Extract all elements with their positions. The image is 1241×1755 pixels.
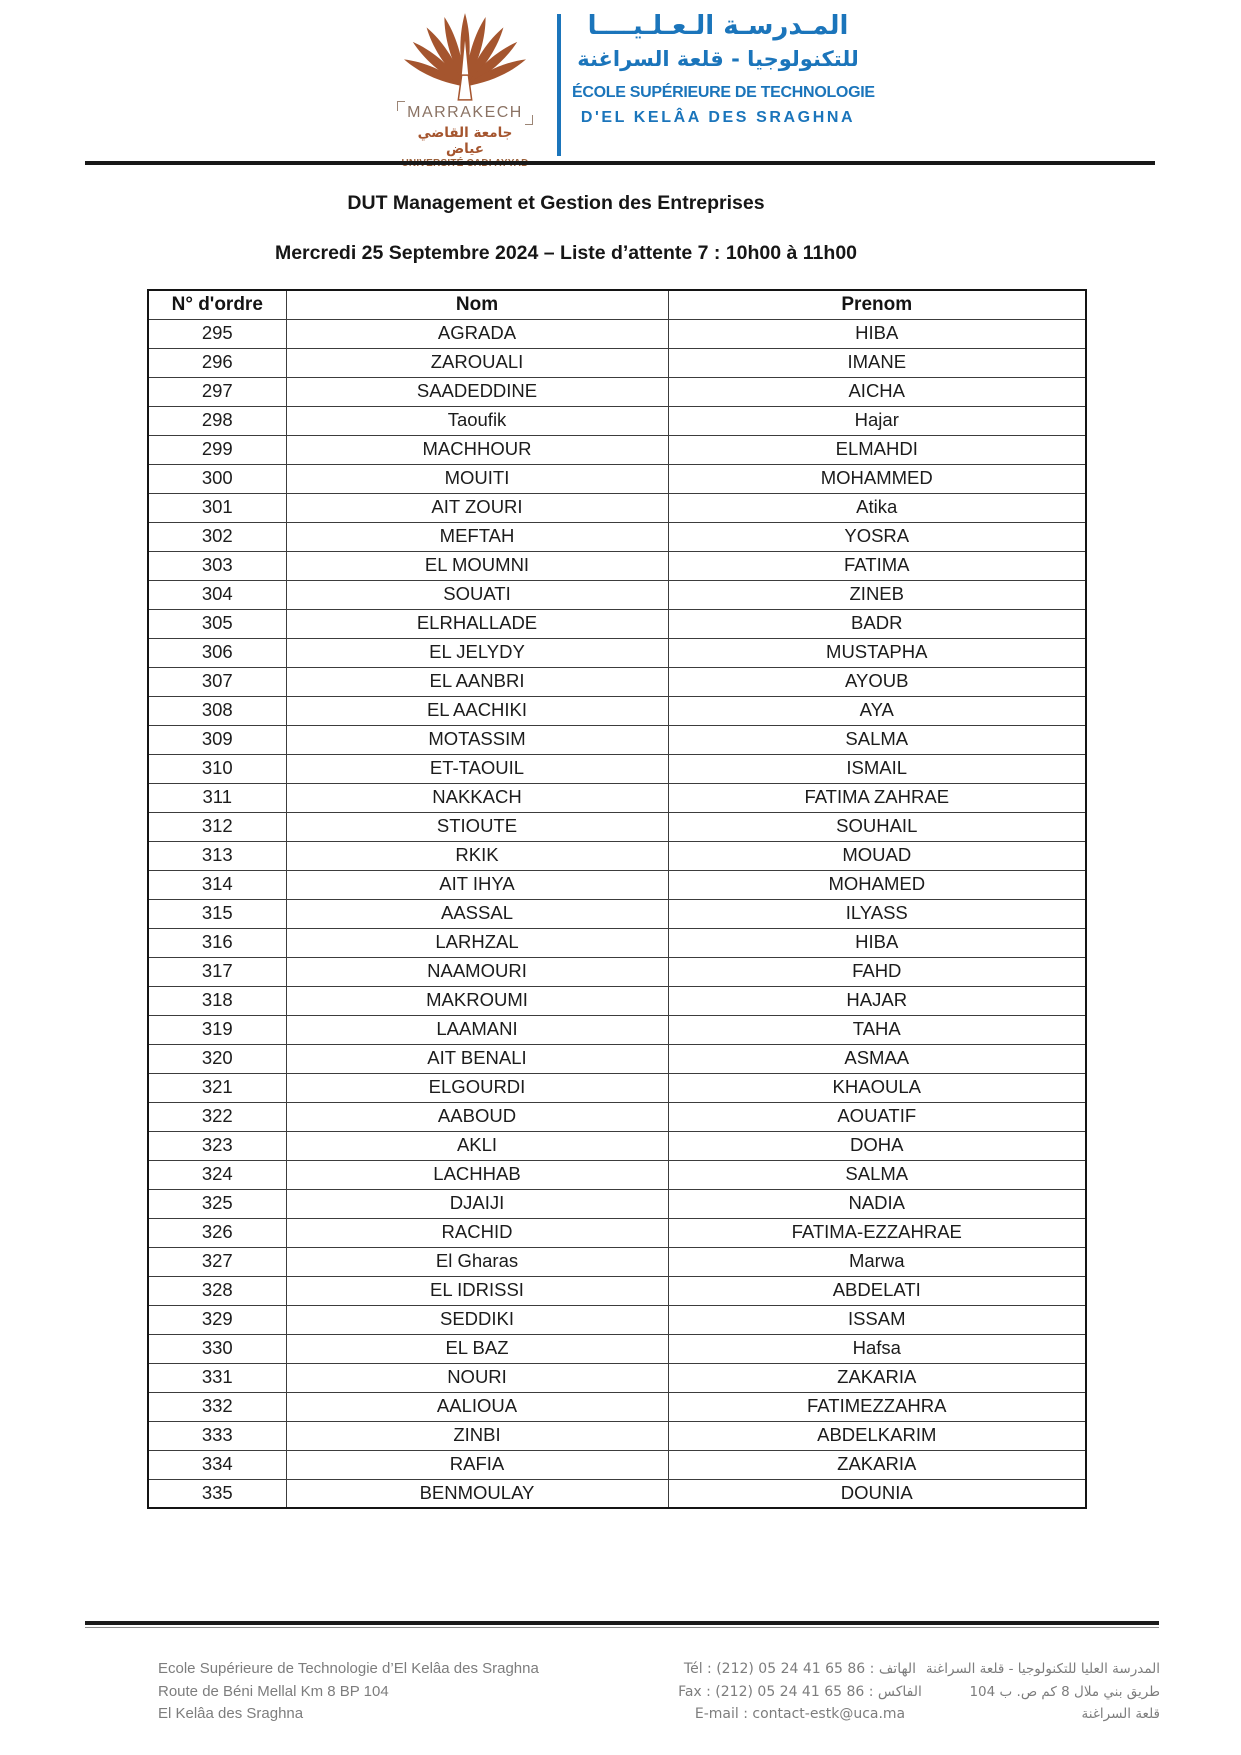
footer-rule-thin: [85, 1627, 1159, 1628]
table-cell: 326: [148, 1218, 286, 1247]
table-cell: AOUATIF: [668, 1102, 1086, 1131]
palm-tree-logo-icon: [403, 8, 527, 104]
table-cell: SOUATI: [286, 580, 668, 609]
footer-street: Route de Béni Mellal Km 8 BP 104: [158, 1682, 389, 1700]
table-cell: 324: [148, 1160, 286, 1189]
table-cell: BENMOULAY: [286, 1479, 668, 1508]
table-cell: AABOUD: [286, 1102, 668, 1131]
table-cell: 308: [148, 696, 286, 725]
table-cell: HIBA: [668, 928, 1086, 957]
table-cell: LAAMANI: [286, 1015, 668, 1044]
table-cell: NOURI: [286, 1363, 668, 1392]
table-cell: 304: [148, 580, 286, 609]
table-cell: STIOUTE: [286, 812, 668, 841]
table-cell: ISSAM: [668, 1305, 1086, 1334]
table-cell: 301: [148, 493, 286, 522]
table-cell: AALIOUA: [286, 1392, 668, 1421]
table-cell: 309: [148, 725, 286, 754]
table-cell: NAAMOURI: [286, 957, 668, 986]
table-row: [148, 1073, 1086, 1102]
table-cell: ZAROUALI: [286, 348, 668, 377]
table-cell: FATIMA: [668, 551, 1086, 580]
table-cell: 302: [148, 522, 286, 551]
table-row: [148, 1247, 1086, 1276]
table-cell: FATIMA-EZZAHRAE: [668, 1218, 1086, 1247]
table-row: [148, 1421, 1086, 1450]
table-cell: Taoufik: [286, 406, 668, 435]
table-cell: EL BAZ: [286, 1334, 668, 1363]
table-cell: 305: [148, 609, 286, 638]
table-cell: 332: [148, 1392, 286, 1421]
column-header-ordre: N° d'ordre: [148, 290, 286, 319]
table-cell: 307: [148, 667, 286, 696]
table-cell: 319: [148, 1015, 286, 1044]
table-cell: 331: [148, 1363, 286, 1392]
table-row: [148, 725, 1086, 754]
logo-city-label: MARRAKECH: [401, 104, 529, 122]
table-row: [148, 493, 1086, 522]
table-cell: 323: [148, 1131, 286, 1160]
table-cell: 321: [148, 1073, 286, 1102]
table-cell: ZAKARIA: [668, 1363, 1086, 1392]
table-cell: EL IDRISSI: [286, 1276, 668, 1305]
table-cell: 311: [148, 783, 286, 812]
table-cell: El Gharas: [286, 1247, 668, 1276]
table-cell: MOTASSIM: [286, 725, 668, 754]
table-cell: 298: [148, 406, 286, 435]
table-cell: SEDDIKI: [286, 1305, 668, 1334]
table-row: [148, 1218, 1086, 1247]
table-row: [148, 957, 1086, 986]
table-cell: EL AANBRI: [286, 667, 668, 696]
table-row: [148, 551, 1086, 580]
school-name-arabic-line2: للتكنولوجيا - قلعة السراغنة: [577, 46, 859, 71]
table-row: [148, 899, 1086, 928]
table-row: [148, 522, 1086, 551]
university-logo: [398, 8, 532, 169]
table-cell: ASMAA: [668, 1044, 1086, 1073]
table-cell: AASSAL: [286, 899, 668, 928]
table-row: [148, 841, 1086, 870]
table-cell: TAHA: [668, 1015, 1086, 1044]
document-title: DUT Management et Gestion des Entreprises: [347, 192, 765, 214]
table-cell: Hafsa: [668, 1334, 1086, 1363]
table-cell: ZINEB: [668, 580, 1086, 609]
table-cell: FATIMEZZAHRA: [668, 1392, 1086, 1421]
table-cell: NAKKACH: [286, 783, 668, 812]
table-cell: 295: [148, 319, 286, 348]
footer-rule-thick: [85, 1621, 1159, 1625]
table-cell: MEFTAH: [286, 522, 668, 551]
school-name-arabic-line1: المـدرسـة الـعـلـيــــا: [587, 11, 849, 41]
table-cell: 329: [148, 1305, 286, 1334]
table-row: [148, 1044, 1086, 1073]
table-cell: ELRHALLADE: [286, 609, 668, 638]
table-cell: LACHHAB: [286, 1160, 668, 1189]
table-cell: ILYASS: [668, 899, 1086, 928]
table-row: [148, 1392, 1086, 1421]
table-cell: 317: [148, 957, 286, 986]
table-cell: ELGOURDI: [286, 1073, 668, 1102]
table-cell: 322: [148, 1102, 286, 1131]
table-row: [148, 1189, 1086, 1218]
table-cell: ZAKARIA: [668, 1450, 1086, 1479]
table-cell: 315: [148, 899, 286, 928]
table-cell: HAJAR: [668, 986, 1086, 1015]
footer-address-arabic-block: [868, 1658, 1160, 1726]
table-cell: ET-TAOUIL: [286, 754, 668, 783]
table-cell: ABDELKARIM: [668, 1421, 1086, 1450]
table-row: [148, 1305, 1086, 1334]
table-cell: 297: [148, 377, 286, 406]
column-header-prenom: Prenom: [668, 290, 1086, 319]
table-cell: AYOUB: [668, 667, 1086, 696]
table-body: [148, 319, 1086, 1508]
table-cell: AYA: [668, 696, 1086, 725]
school-name-french-line1: ÉCOLE SUPÉRIEURE DE TECHNOLOGIE: [572, 83, 875, 101]
table-cell: SALMA: [668, 725, 1086, 754]
table-cell: 327: [148, 1247, 286, 1276]
table-row: [148, 1160, 1086, 1189]
table-cell: FAHD: [668, 957, 1086, 986]
table-cell: AKLI: [286, 1131, 668, 1160]
table-cell: 306: [148, 638, 286, 667]
table-cell: 296: [148, 348, 286, 377]
table-row: [148, 580, 1086, 609]
table-cell: ZINBI: [286, 1421, 668, 1450]
table-row: [148, 1334, 1086, 1363]
school-name-french-line2: D'EL KELÂA DES SRAGHNA: [580, 108, 856, 126]
table-row: [148, 1363, 1086, 1392]
table-cell: 303: [148, 551, 286, 580]
table-cell: 312: [148, 812, 286, 841]
table-row: [148, 406, 1086, 435]
table-cell: 320: [148, 1044, 286, 1073]
table-cell: 334: [148, 1450, 286, 1479]
table-row: [148, 1479, 1086, 1508]
table-cell: 328: [148, 1276, 286, 1305]
table-cell: 299: [148, 435, 286, 464]
table-cell: FATIMA ZAHRAE: [668, 783, 1086, 812]
table-cell: SAADEDDINE: [286, 377, 668, 406]
footer-email: E-mail : contact-estk@uca.ma: [694, 1706, 906, 1722]
school-name-block: [572, 10, 875, 127]
table-cell: RAFIA: [286, 1450, 668, 1479]
table-cell: NADIA: [668, 1189, 1086, 1218]
table-cell: 314: [148, 870, 286, 899]
table-cell: 325: [148, 1189, 286, 1218]
table-row: [148, 783, 1086, 812]
table-cell: 335: [148, 1479, 286, 1508]
table-row: [148, 638, 1086, 667]
table-cell: MOHAMED: [668, 870, 1086, 899]
table-cell: ELMAHDI: [668, 435, 1086, 464]
table-cell: Hajar: [668, 406, 1086, 435]
document-subtitle: Mercredi 25 Septembre 2024 – Liste d’attente 7 : 10h00 à 11h00: [274, 242, 858, 264]
table-cell: AIT BENALI: [286, 1044, 668, 1073]
table-row: [148, 1450, 1086, 1479]
table-cell: 310: [148, 754, 286, 783]
table-cell: Marwa: [668, 1247, 1086, 1276]
table-cell: RKIK: [286, 841, 668, 870]
table-row: [148, 435, 1086, 464]
table-cell: DJAIJI: [286, 1189, 668, 1218]
column-header-nom: Nom: [286, 290, 668, 319]
table-cell: MACHHOUR: [286, 435, 668, 464]
footer-school-name-arabic: المدرسة العليا للتكنولوجيا - قلعة السراغنة: [925, 1661, 1160, 1677]
table-cell: AIT IHYA: [286, 870, 668, 899]
header-vertical-divider: [557, 14, 561, 156]
table-row: [148, 667, 1086, 696]
table-row: [148, 319, 1086, 348]
table-row: [148, 870, 1086, 899]
logo-bracket-right: [525, 115, 533, 125]
table-cell: 318: [148, 986, 286, 1015]
table-cell: MUSTAPHA: [668, 638, 1086, 667]
table-row: [148, 609, 1086, 638]
table-cell: 330: [148, 1334, 286, 1363]
table-row: [148, 377, 1086, 406]
table-cell: MOHAMMED: [668, 464, 1086, 493]
table-cell: MOUAD: [668, 841, 1086, 870]
table-cell: SOUHAIL: [668, 812, 1086, 841]
table-row: [148, 754, 1086, 783]
footer-phone: Tél : (212) 05 24 41 65 86 : الهاتف: [683, 1661, 917, 1677]
table-cell: AGRADA: [286, 319, 668, 348]
table-cell: HIBA: [668, 319, 1086, 348]
table-cell: SALMA: [668, 1160, 1086, 1189]
table-cell: ABDELATI: [668, 1276, 1086, 1305]
table-cell: IMANE: [668, 348, 1086, 377]
footer-address-block: [158, 1658, 618, 1726]
table-cell: YOSRA: [668, 522, 1086, 551]
university-name-arabic: جامعة القاضي عياض: [417, 125, 513, 157]
header-horizontal-rule: [85, 161, 1155, 165]
table-row: [148, 696, 1086, 725]
logo-bracket-left: [397, 101, 405, 111]
table-row: [148, 348, 1086, 377]
letterhead: [0, 6, 1241, 161]
table-cell: EL MOUMNI: [286, 551, 668, 580]
table-row: [148, 1015, 1086, 1044]
waiting-list-table: [147, 289, 1087, 1509]
footer-city: El Kelâa des Sraghna: [158, 1705, 304, 1722]
footer-street-arabic: طريق بني ملال 8 كم ص. ب 104: [969, 1683, 1160, 1700]
table-cell: EL AACHIKI: [286, 696, 668, 725]
table-row: [148, 812, 1086, 841]
table-cell: Atika: [668, 493, 1086, 522]
table-cell: MAKROUMI: [286, 986, 668, 1015]
table-row: [148, 464, 1086, 493]
table-cell: ISMAIL: [668, 754, 1086, 783]
table-cell: DOHA: [668, 1131, 1086, 1160]
table-row: [148, 928, 1086, 957]
footer-school-name: Ecole Supérieure de Technologie d’El Kelâa des Sraghna: [158, 1660, 539, 1677]
table-header-row: [148, 290, 1086, 319]
footer-city-arabic: قلعة السراغنة: [1081, 1706, 1160, 1722]
table-cell: RACHID: [286, 1218, 668, 1247]
table-cell: KHAOULA: [668, 1073, 1086, 1102]
table-row: [148, 1102, 1086, 1131]
table-cell: MOUITI: [286, 464, 668, 493]
table-cell: AIT ZOURI: [286, 493, 668, 522]
table-cell: AICHA: [668, 377, 1086, 406]
table-cell: 333: [148, 1421, 286, 1450]
table-cell: EL JELYDY: [286, 638, 668, 667]
footer-fax: Fax : (212) 05 24 41 65 86 : الفاكس: [678, 1683, 922, 1700]
table-row: [148, 1276, 1086, 1305]
table-cell: 313: [148, 841, 286, 870]
table-cell: DOUNIA: [668, 1479, 1086, 1508]
table-cell: 300: [148, 464, 286, 493]
table-cell: LARHZAL: [286, 928, 668, 957]
table-cell: 316: [148, 928, 286, 957]
table-row: [148, 1131, 1086, 1160]
table-cell: BADR: [668, 609, 1086, 638]
table-row: [148, 986, 1086, 1015]
